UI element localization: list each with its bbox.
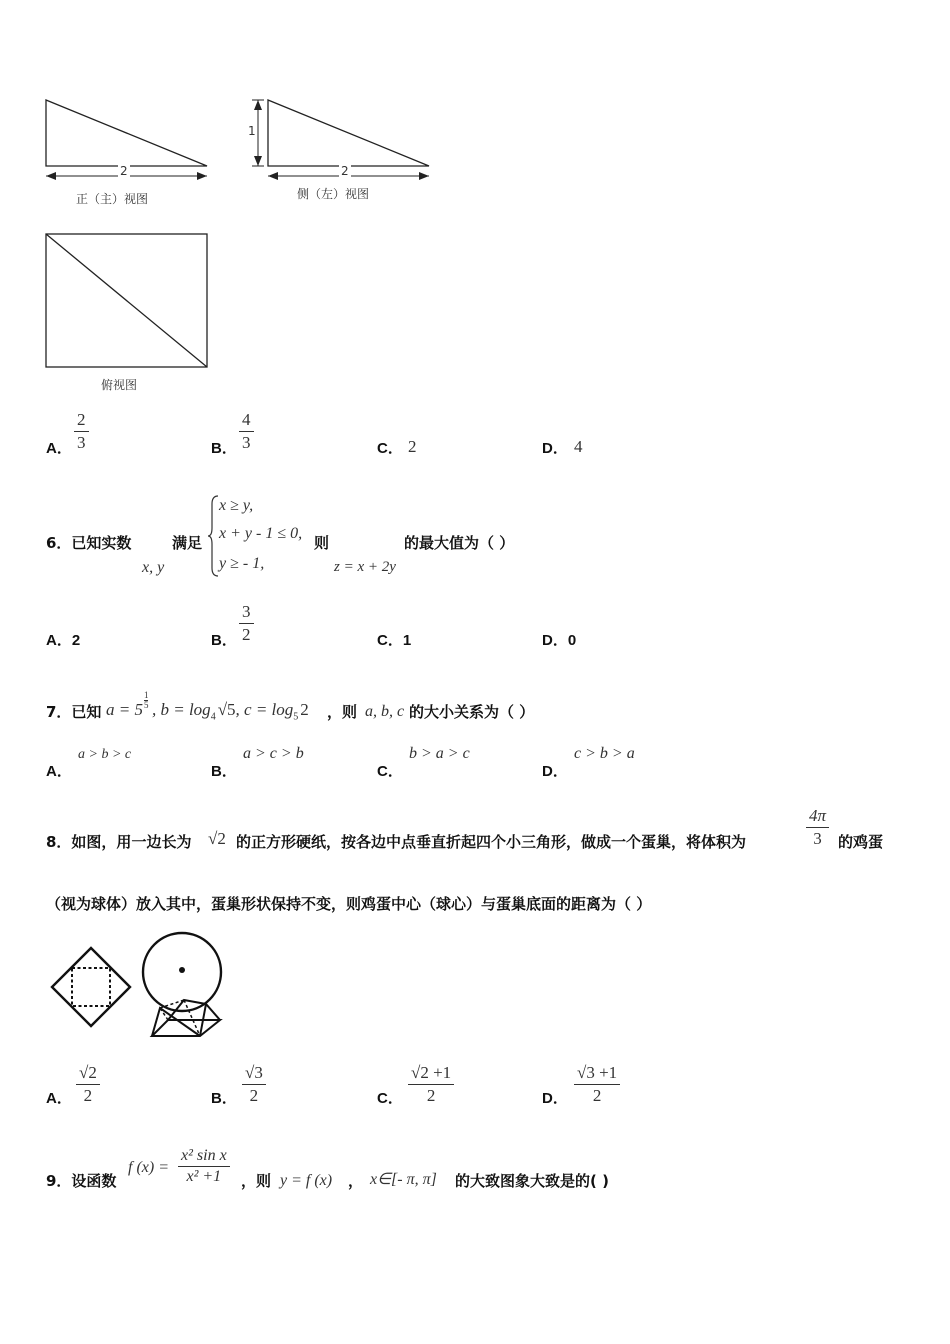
side-view-dim-label-left: 1 (248, 124, 256, 138)
q8-line1-b: 的正方形硬纸，按各边中点垂直折起四个小三角形，做成一个蛋巢，将体积为 (236, 833, 747, 851)
q7-option-a-expr: a > b > c (78, 747, 132, 762)
q6-vars: x, y (142, 559, 165, 576)
q6-objective: z = x + 2y (334, 559, 396, 575)
front-dim-arrow-right (197, 172, 207, 180)
q7-then: ，则 (327, 703, 358, 721)
nest-bottom (152, 1020, 220, 1036)
q6-system-line-3: y ≥ - 1, (219, 555, 265, 572)
q8-option-a-fraction: $\frac{√2}{2}$ (76, 1063, 100, 1105)
q7-option-d-expr: c > b > a (574, 745, 635, 762)
q9-prefix: 9．设函数 (46, 1172, 117, 1190)
q9-y-expr: y = f (x) (280, 1172, 333, 1189)
q5-option-b-fraction: $\frac{4}{3}$ (239, 410, 254, 452)
q7-option-d-label: D． (542, 763, 568, 780)
front-view-triangle (46, 100, 207, 166)
q5-option-a-label: A． (46, 440, 72, 457)
q5-option-a-fraction: $\frac{2}{3}$ (74, 410, 89, 452)
q6-prefix: 6．已知实数 (46, 534, 132, 552)
front-view-dim-label: 2 (120, 164, 128, 178)
q8-line1-c: 的鸡蛋 (838, 833, 884, 851)
q7-vars: a, b, c (365, 703, 405, 720)
q6-system-line-2: x + y - 1 ≤ 0, (219, 525, 303, 542)
q7-option-c-expr: b > a > c (409, 745, 470, 762)
top-view-caption: 俯视图 (101, 378, 138, 392)
q8-volume-fraction: $\frac{4\pi}{3}$ (806, 806, 829, 848)
paper-outer-square (52, 948, 130, 1026)
q8-option-c-fraction: $\frac{√2 +1}{2}$ (408, 1063, 454, 1105)
top-view-diagonal (46, 234, 207, 367)
q5-option-d-value: 4 (574, 437, 583, 456)
q9-comma: ， (348, 1172, 364, 1190)
q9-domain: x∈[- π, π] (370, 1171, 437, 1188)
q9-mid: ，则 (241, 1172, 272, 1190)
side-view-caption: 侧（左）视图 (297, 187, 370, 201)
q8-option-d-label: D． (542, 1090, 568, 1107)
egg-nest-figure (0, 920, 240, 1050)
q7-option-b-expr: a > c > b (243, 745, 304, 762)
q7-option-b-label: B． (211, 763, 237, 780)
q8-line2: （视为球体）放入其中，蛋巢形状保持不变，则鸡蛋中心（球心）与蛋巢底面的距离为（ ） (46, 895, 652, 913)
q8-option-a-label: A． (46, 1090, 72, 1107)
q6-suffix: 的最大值为（ ） (404, 534, 515, 552)
paper-fold-square (72, 968, 110, 1006)
q8-option-b-fraction: $\frac{√3}{2}$ (242, 1063, 266, 1105)
q6-option-a: A．2 (46, 632, 81, 649)
q8-side: √2 (208, 829, 226, 848)
front-view-caption: 正（主）视图 (76, 192, 149, 206)
q7-option-c-label: C． (377, 763, 403, 780)
q9-f-lhs: f (x) = (128, 1159, 169, 1176)
q6-option-b-label: B． (211, 632, 237, 649)
q6-option-c: C．1 (377, 632, 412, 649)
front-view-figure (0, 0, 950, 420)
side-view-triangle (268, 100, 429, 166)
side-dim-arrow-right (419, 172, 429, 180)
q8-option-c-label: C． (377, 1090, 403, 1107)
q8-option-b-label: B． (211, 1090, 237, 1107)
q7-suffix: 的大小关系为（ ） (409, 703, 535, 721)
front-dim-arrow-left (46, 172, 56, 180)
q8-option-d-fraction: $\frac{√3 +1}{2}$ (574, 1063, 620, 1105)
side-dim-arrow-up (254, 100, 262, 110)
q6-system-line-1: x ≥ y, (219, 497, 254, 514)
q7-expression: a = 5 1 5 , $b = \log_4 √5$, $c = \log_5 2$ (106, 690, 309, 723)
q7-prefix: 7．已知 (46, 703, 102, 721)
q5-option-c-label: C． (377, 440, 403, 457)
q5-option-c-value: 2 (408, 437, 417, 456)
sphere-center-dot (179, 967, 185, 973)
q5-option-d-label: D． (542, 440, 568, 457)
q6-then: 则 (314, 534, 330, 552)
side-dim-arrow-down (254, 156, 262, 166)
q5-option-b-label: B． (211, 440, 237, 457)
side-dim-arrow-left (268, 172, 278, 180)
side-view-dim-label-bottom: 2 (341, 164, 349, 178)
q8-line1-a: 8．如图，用一边长为 (46, 833, 192, 851)
q9-f-fraction: $\frac{\text{x² sin x}}{\text{x² +1}}$ (178, 1147, 230, 1187)
q6-option-d: D．0 (542, 632, 577, 649)
q6-option-b-fraction: $\frac{3}{2}$ (239, 602, 254, 644)
q6-mid: 满足 (172, 534, 203, 552)
q7-option-a-label: A． (46, 763, 72, 780)
q9-suffix: 的大致图象大致是的( ) (455, 1172, 609, 1190)
